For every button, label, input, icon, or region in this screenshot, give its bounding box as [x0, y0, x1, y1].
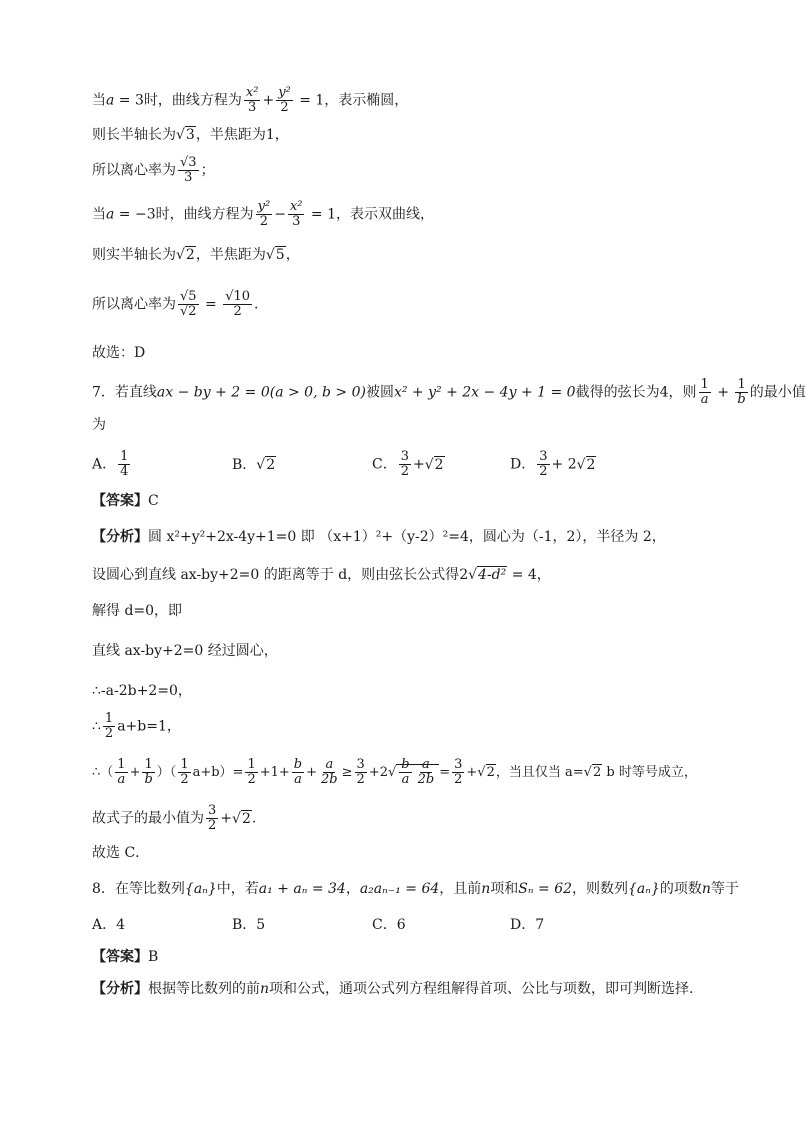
- var-n: n: [701, 881, 711, 897]
- plus: +: [220, 810, 233, 827]
- numerator: y²: [278, 85, 291, 100]
- radicand: 3: [185, 127, 195, 143]
- denominator: 4: [120, 464, 129, 479]
- numerator: 3: [400, 449, 409, 464]
- solution-line-ellipse: [92, 86, 754, 115]
- var-a: a: [106, 206, 115, 223]
- option-a: [92, 450, 132, 479]
- fraction-a-2b: [416, 758, 437, 787]
- text: a+b=1，: [117, 718, 181, 735]
- analysis-line-2: [92, 564, 754, 586]
- coefficient: 2: [459, 567, 469, 583]
- numerator: 3: [208, 803, 217, 818]
- fraction-3-2: [537, 450, 549, 479]
- text: +1+: [259, 765, 290, 780]
- fraction-1-2: [178, 758, 190, 787]
- analysis-tag: 【分析】: [92, 981, 148, 997]
- circle-equation: x² + y² + 2x − 4y + 1 = 0: [393, 384, 576, 401]
- fraction-1-b: [735, 378, 747, 407]
- radicand: 2: [266, 457, 276, 473]
- text: = 1，表示椭圆，: [294, 92, 409, 109]
- text: 被圆: [365, 384, 394, 401]
- text: 设圆心到直线 ax-by+2=0 的距离等于 d，则由弦长公式得: [92, 567, 460, 583]
- radicand: 5: [275, 247, 285, 263]
- fraction-3-2: [399, 450, 411, 479]
- text: ，: [285, 247, 300, 263]
- text: ∴（: [92, 765, 114, 780]
- denominator: a: [700, 392, 709, 407]
- text: ，半焦距为: [195, 247, 266, 263]
- denominator: b: [737, 392, 746, 407]
- numerator: 3: [539, 449, 548, 464]
- fraction-1-b: [142, 758, 154, 787]
- fraction-y2-2: [276, 86, 293, 115]
- denominator: 3: [292, 214, 301, 229]
- fraction-1-a: [115, 758, 127, 787]
- solution-line-semireal: [92, 244, 754, 266]
- radicand: 2: [592, 765, 602, 780]
- analysis-line-3: [92, 600, 754, 622]
- fraction-3-2: [355, 758, 367, 787]
- plus-two: + 2: [551, 456, 577, 473]
- numerator: 1: [144, 757, 153, 772]
- text: 所以离心率为: [92, 162, 176, 179]
- numerator: y²: [257, 199, 271, 214]
- question-8-analysis: [92, 978, 754, 1000]
- denominator: 2: [400, 464, 409, 479]
- numerator: a: [325, 757, 334, 772]
- text: 故式子的最小值为: [92, 810, 204, 827]
- option-label: D．: [510, 456, 536, 473]
- denominator: 2: [247, 772, 256, 787]
- answer-tag: 【答案】: [92, 949, 148, 965]
- sqrt-5: √5: [265, 247, 285, 263]
- plus: +: [466, 765, 478, 780]
- text: .: [251, 810, 257, 827]
- line-equation: ax − by + 2 = 0(a > 0, b > 0): [156, 384, 366, 401]
- denominator: 3: [184, 170, 193, 185]
- text: 8．在等比数列: [92, 881, 185, 897]
- numerator: √3: [180, 155, 197, 170]
- question-7-stem-cont: [92, 414, 754, 436]
- question-7-stem: [92, 377, 806, 407]
- fraction-x2-3: [288, 200, 305, 229]
- question-7-answer: [92, 490, 754, 512]
- sum-condition: Sₙ = 62: [518, 881, 573, 897]
- text: 截得的弦长为4，则: [575, 384, 697, 401]
- numerator: 1: [737, 377, 746, 392]
- sqrt-4-d2: √4-d²: [468, 567, 507, 583]
- text: b 时等号成立，: [602, 765, 697, 780]
- text: 项和公式，通项公式列方程组解得首项、公比与项数，即可判断选择.: [269, 981, 694, 997]
- denominator: 2: [280, 100, 289, 115]
- text: ，且前: [439, 881, 482, 897]
- text: 的最小值: [749, 384, 806, 401]
- option-a: A．4: [92, 917, 126, 933]
- solution-line-semimajor: [92, 124, 754, 146]
- analysis-line-1: [92, 526, 754, 548]
- text: = 3时，曲线方程为: [114, 92, 242, 109]
- text: = 1，表示双曲线，: [306, 206, 435, 223]
- fraction-sqrt5-sqrt2: [178, 290, 199, 319]
- therefore: ∴: [92, 718, 101, 735]
- denominator: 2: [356, 772, 365, 787]
- numerator: √10: [225, 289, 251, 304]
- text: 的项数: [659, 881, 702, 897]
- denominator: 2: [259, 214, 269, 229]
- sqrt-2: √2: [176, 247, 195, 263]
- analysis-line-9: [92, 842, 754, 864]
- var-n: n: [481, 881, 491, 897]
- option-d: [510, 450, 596, 479]
- option-b: [232, 454, 276, 474]
- denominator: a: [294, 772, 302, 787]
- text: ，半焦距为1，: [195, 127, 289, 143]
- numerator: 1: [104, 711, 114, 726]
- numerator: √5: [180, 289, 197, 304]
- denominator: 2: [104, 726, 114, 741]
- plus: +: [413, 456, 425, 473]
- numerator: x²: [245, 85, 259, 100]
- text: 解得 d=0，即: [92, 603, 183, 619]
- fraction-x2-3: [244, 86, 261, 115]
- sequence: {aₙ}: [628, 881, 660, 897]
- plus: +: [306, 765, 318, 780]
- radicand: 4-d²: [478, 567, 507, 583]
- text: 则长半轴长为: [92, 127, 176, 143]
- text: ）（: [156, 765, 177, 780]
- sqrt-3: √3: [176, 127, 195, 143]
- numerator: b: [401, 757, 410, 772]
- text: = −3时，曲线方程为: [114, 206, 254, 223]
- numerator: 3: [356, 757, 365, 772]
- numerator: x²: [289, 199, 303, 214]
- numerator: 3: [454, 757, 463, 772]
- option-d: D．7: [510, 917, 545, 933]
- fraction-a-2b: [319, 758, 340, 787]
- var-a: a: [106, 92, 115, 109]
- fraction-1-a: [699, 378, 711, 407]
- text: ，当且仅当 a=: [495, 765, 584, 780]
- denominator: 2: [454, 772, 463, 787]
- denominator: a: [401, 772, 410, 787]
- denominator: a: [117, 772, 126, 787]
- text: ，: [345, 881, 360, 897]
- text: 中，若: [216, 881, 259, 897]
- minus: −: [274, 206, 286, 223]
- denominator: 2: [180, 772, 189, 787]
- denominator: b: [144, 772, 153, 787]
- analysis-line-8: [92, 804, 754, 833]
- sqrt-2: √2: [256, 457, 276, 473]
- numerator: 1: [700, 377, 709, 392]
- numerator: 1: [120, 449, 129, 464]
- sqrt-2: √2: [576, 456, 596, 473]
- fraction-1-2: [103, 712, 115, 741]
- sqrt-2: √2: [424, 456, 444, 473]
- numerator: 1: [117, 757, 126, 772]
- fraction-3-2: [452, 758, 464, 787]
- fraction-b-a: [292, 758, 304, 787]
- solution-line-eccentricity-1: [92, 156, 754, 185]
- fraction-sqrt10-2: [223, 290, 252, 319]
- text: = 4，: [507, 567, 551, 583]
- answer-tag: 【答案】: [92, 493, 148, 509]
- analysis-line-5: [92, 680, 754, 702]
- text: a+b）=: [192, 765, 244, 780]
- text: 根据等比数列的前: [148, 981, 260, 997]
- text: 故选 C．: [92, 845, 150, 861]
- radicand: 2: [434, 456, 444, 473]
- fraction-y2-2: [256, 200, 273, 229]
- fraction-sqrt3-3: [178, 156, 199, 185]
- plus: +: [262, 92, 275, 109]
- equals: =: [439, 765, 451, 780]
- answer-value: B: [148, 949, 159, 965]
- analysis-tag: 【分析】: [92, 529, 148, 545]
- answer-value: C: [148, 493, 159, 509]
- option-b: B．5: [232, 917, 266, 933]
- text: +2: [368, 765, 388, 780]
- text: ∴-a-2b+2=0，: [92, 683, 192, 699]
- denominator: √2: [180, 304, 197, 319]
- var-n: n: [260, 981, 270, 997]
- denominator: 2b: [417, 772, 435, 787]
- text: 等于: [710, 881, 739, 897]
- radicand: 2: [185, 247, 195, 263]
- text: 故选：D: [92, 345, 146, 361]
- condition-2: a₂aₙ₋₁ = 64: [359, 881, 440, 897]
- option-c: C．6: [372, 917, 406, 933]
- option-label: C．: [372, 456, 397, 473]
- text: 项和: [490, 881, 519, 897]
- radicand: 2: [241, 810, 251, 827]
- denominator: 2: [208, 818, 217, 833]
- radicand: [396, 757, 439, 787]
- geq: ≥: [341, 765, 353, 780]
- sqrt-2: √2: [232, 810, 251, 827]
- text: 7．若直线: [92, 384, 157, 401]
- solution-choice-D: [92, 342, 754, 364]
- analysis-line-6: [92, 712, 754, 741]
- denominator: 2b: [321, 772, 338, 787]
- text: 则实半轴长为: [92, 247, 176, 263]
- denominator: 2: [539, 464, 548, 479]
- question-8-answer: [92, 946, 754, 968]
- solution-line-hyperbola: [92, 200, 754, 229]
- text: ，则数列: [572, 881, 629, 897]
- text: 圆 x²+y²+2x-4y+1=0 即 （x+1）²+（y-2）²=4，圆心为（-1，2），半径为 2，: [148, 529, 666, 545]
- sqrt-2: √2: [583, 765, 602, 780]
- sqrt-product: √ $\frac{b}{a}$ $\frac{a}{2b}$: [388, 758, 439, 787]
- solution-line-eccentricity-2: [92, 290, 754, 319]
- radicand: 2: [586, 456, 596, 473]
- analysis-line-7: ∴（ $\frac{1}{a}$ + $\frac{1}{b}$ ）（ $\frac{1}{2}$ a+b）= $\frac{1}{2}$ +1+ $\frac{b}{a}$ + $\frac{a}{2b}$ ≥ $\frac{3}{2}$ +2√ $\frac{b}{a}$ $\frac{a}{2b}$ = $\frac{3}{2}$ +√2，当且仅当 a=√2 b 时等号成立，: [92, 757, 697, 787]
- numerator: 1: [180, 757, 189, 772]
- numerator: a: [422, 757, 430, 772]
- text: 所以离心率为: [92, 296, 176, 313]
- fraction-1-2: [245, 758, 257, 787]
- equals: =: [200, 296, 222, 313]
- sequence: {aₙ}: [184, 881, 217, 897]
- text: ；: [200, 162, 215, 179]
- numerator: 1: [247, 757, 256, 772]
- question-8-stem: [92, 878, 754, 900]
- option-label: B．: [232, 457, 257, 473]
- option-c: [372, 450, 445, 479]
- plus: +: [712, 384, 734, 401]
- option-label: A．: [92, 456, 117, 473]
- text: 当: [92, 92, 106, 109]
- text: 直线 ax-by+2=0 经过圆心，: [92, 643, 278, 659]
- condition-1: a₁ + aₙ = 34: [258, 881, 346, 897]
- analysis-line-4: [92, 640, 754, 662]
- numerator: b: [293, 757, 303, 772]
- denominator: 3: [248, 100, 257, 115]
- sqrt-2: √2: [477, 765, 495, 780]
- denominator: 2: [233, 304, 242, 319]
- fraction-1-4: [118, 450, 130, 479]
- fraction-b-a: [399, 758, 411, 787]
- fraction-3-2: [206, 804, 218, 833]
- text: 为: [92, 417, 106, 433]
- text: 当: [92, 206, 106, 223]
- text: .: [254, 296, 259, 313]
- radicand: 2: [486, 765, 495, 780]
